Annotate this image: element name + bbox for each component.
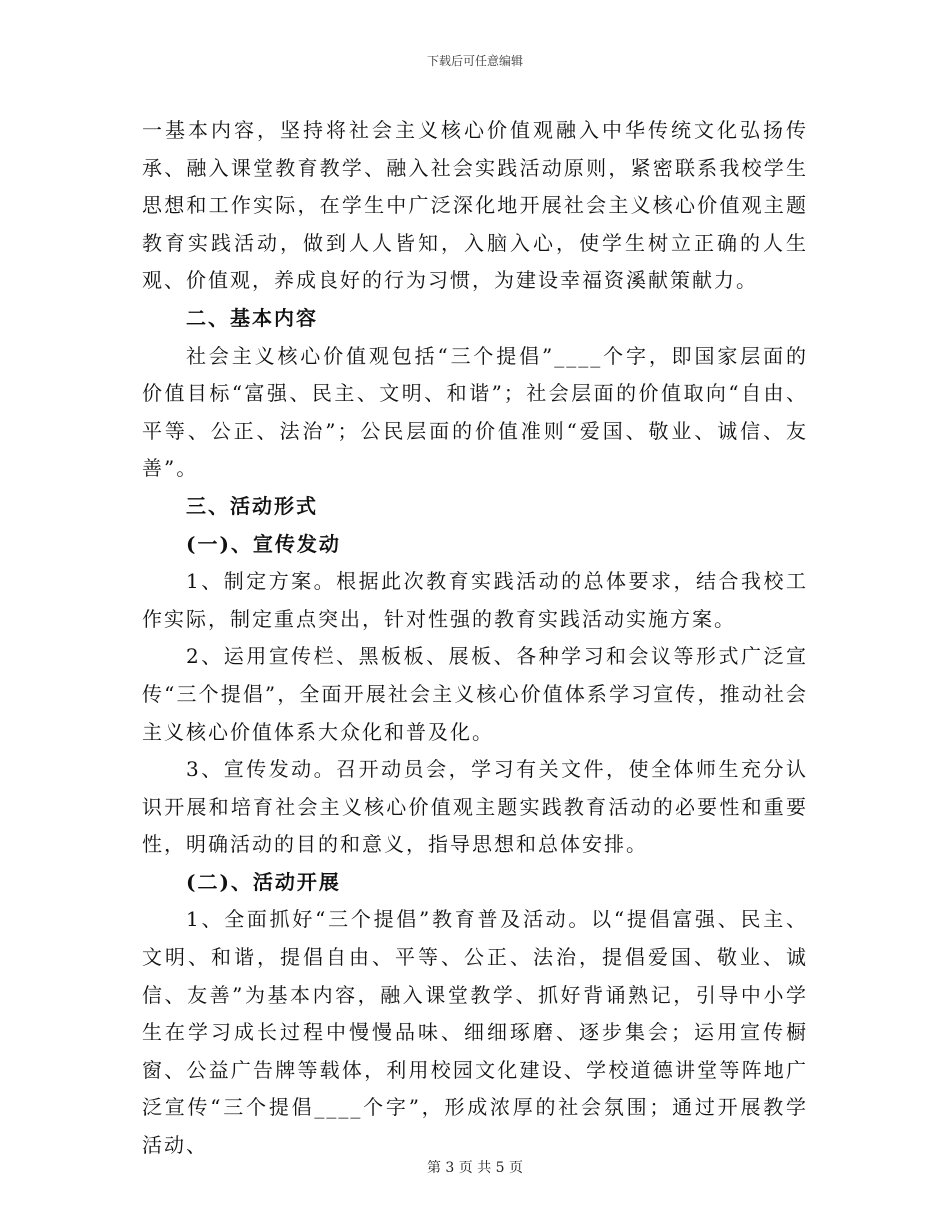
page-footer: 第 3 页 共 5 页 xyxy=(426,1160,524,1176)
subsection-heading-publicity: (一)、宣传发动 xyxy=(186,531,341,556)
paragraph-intro: 一基本内容，坚持将社会主义核心价值观融入中华传统文化弘扬传承、融入课堂教育教学、融入社会实践活动原则，紧密联系我校学生思想和工作实际，在学生中广泛深化地开展社会主义核心价值观主题教育实践活动，做到人人皆知，入脑入心，使学生树立正确的人生观、价值观，养成良好的行为习惯，为建设幸福资溪献策献力。 xyxy=(142,118,808,293)
document-body xyxy=(142,112,808,1165)
paragraph-basic-content: 社会主义核心价值观包括“三个提倡”____个字，即国家层面的价值目标“富强、民主、文明、和谐”；社会层面的价值取向“自由、平等、公正、法治”；公民层面的价值准则“爱国、敬业、诚信、友善”。 xyxy=(142,343,808,481)
paragraph-publicity-3: 3、宣传发动。召开动员会，学习有关文件，使全体师生充分认识开展和培育社会主义核心价值观主题实践教育活动的必要性和重要性，明确活动的目的和意义，指导思想和总体安排。 xyxy=(142,757,808,857)
paragraph-publicity-2: 2、运用宣传栏、黑板板、展板、各种学习和会议等形式广泛宣传“三个提倡”，全面开展社会主义核心价值体系学习宣传，推动社会主义核心价值体系大众化和普及化。 xyxy=(142,644,808,744)
paragraph-publicity-1: 1、制定方案。根据此次教育实践活动的总体要求，结合我校工作实际，制定重点突出，针对性强的教育实践活动实施方案。 xyxy=(142,569,808,631)
paragraph-activities-1: 1、全面抓好“三个提倡”教育普及活动。以“提倡富强、民主、文明、和谐，提倡自由、平等、公正、法治，提倡爱国、敬业、诚信、友善”为基本内容，融入课堂教学、抓好背诵熟记，引导中小学生在学习成长过程中慢慢品味、细细琢磨、逐步集会；运用宣传橱窗、公益广告牌等载体，利用校园文化建设、学校道德讲堂等阵地广泛宣传“三个提倡____个字”，形成浓厚的社会氛围；通过开展教学活动、 xyxy=(142,907,808,1158)
section-heading-basic-content: 二、基本内容 xyxy=(186,305,318,330)
section-heading-activity-forms: 三、活动形式 xyxy=(186,493,318,518)
subsection-heading-activities: (二)、活动开展 xyxy=(186,869,341,894)
page-header: 下载后可任意编辑 xyxy=(426,54,523,68)
